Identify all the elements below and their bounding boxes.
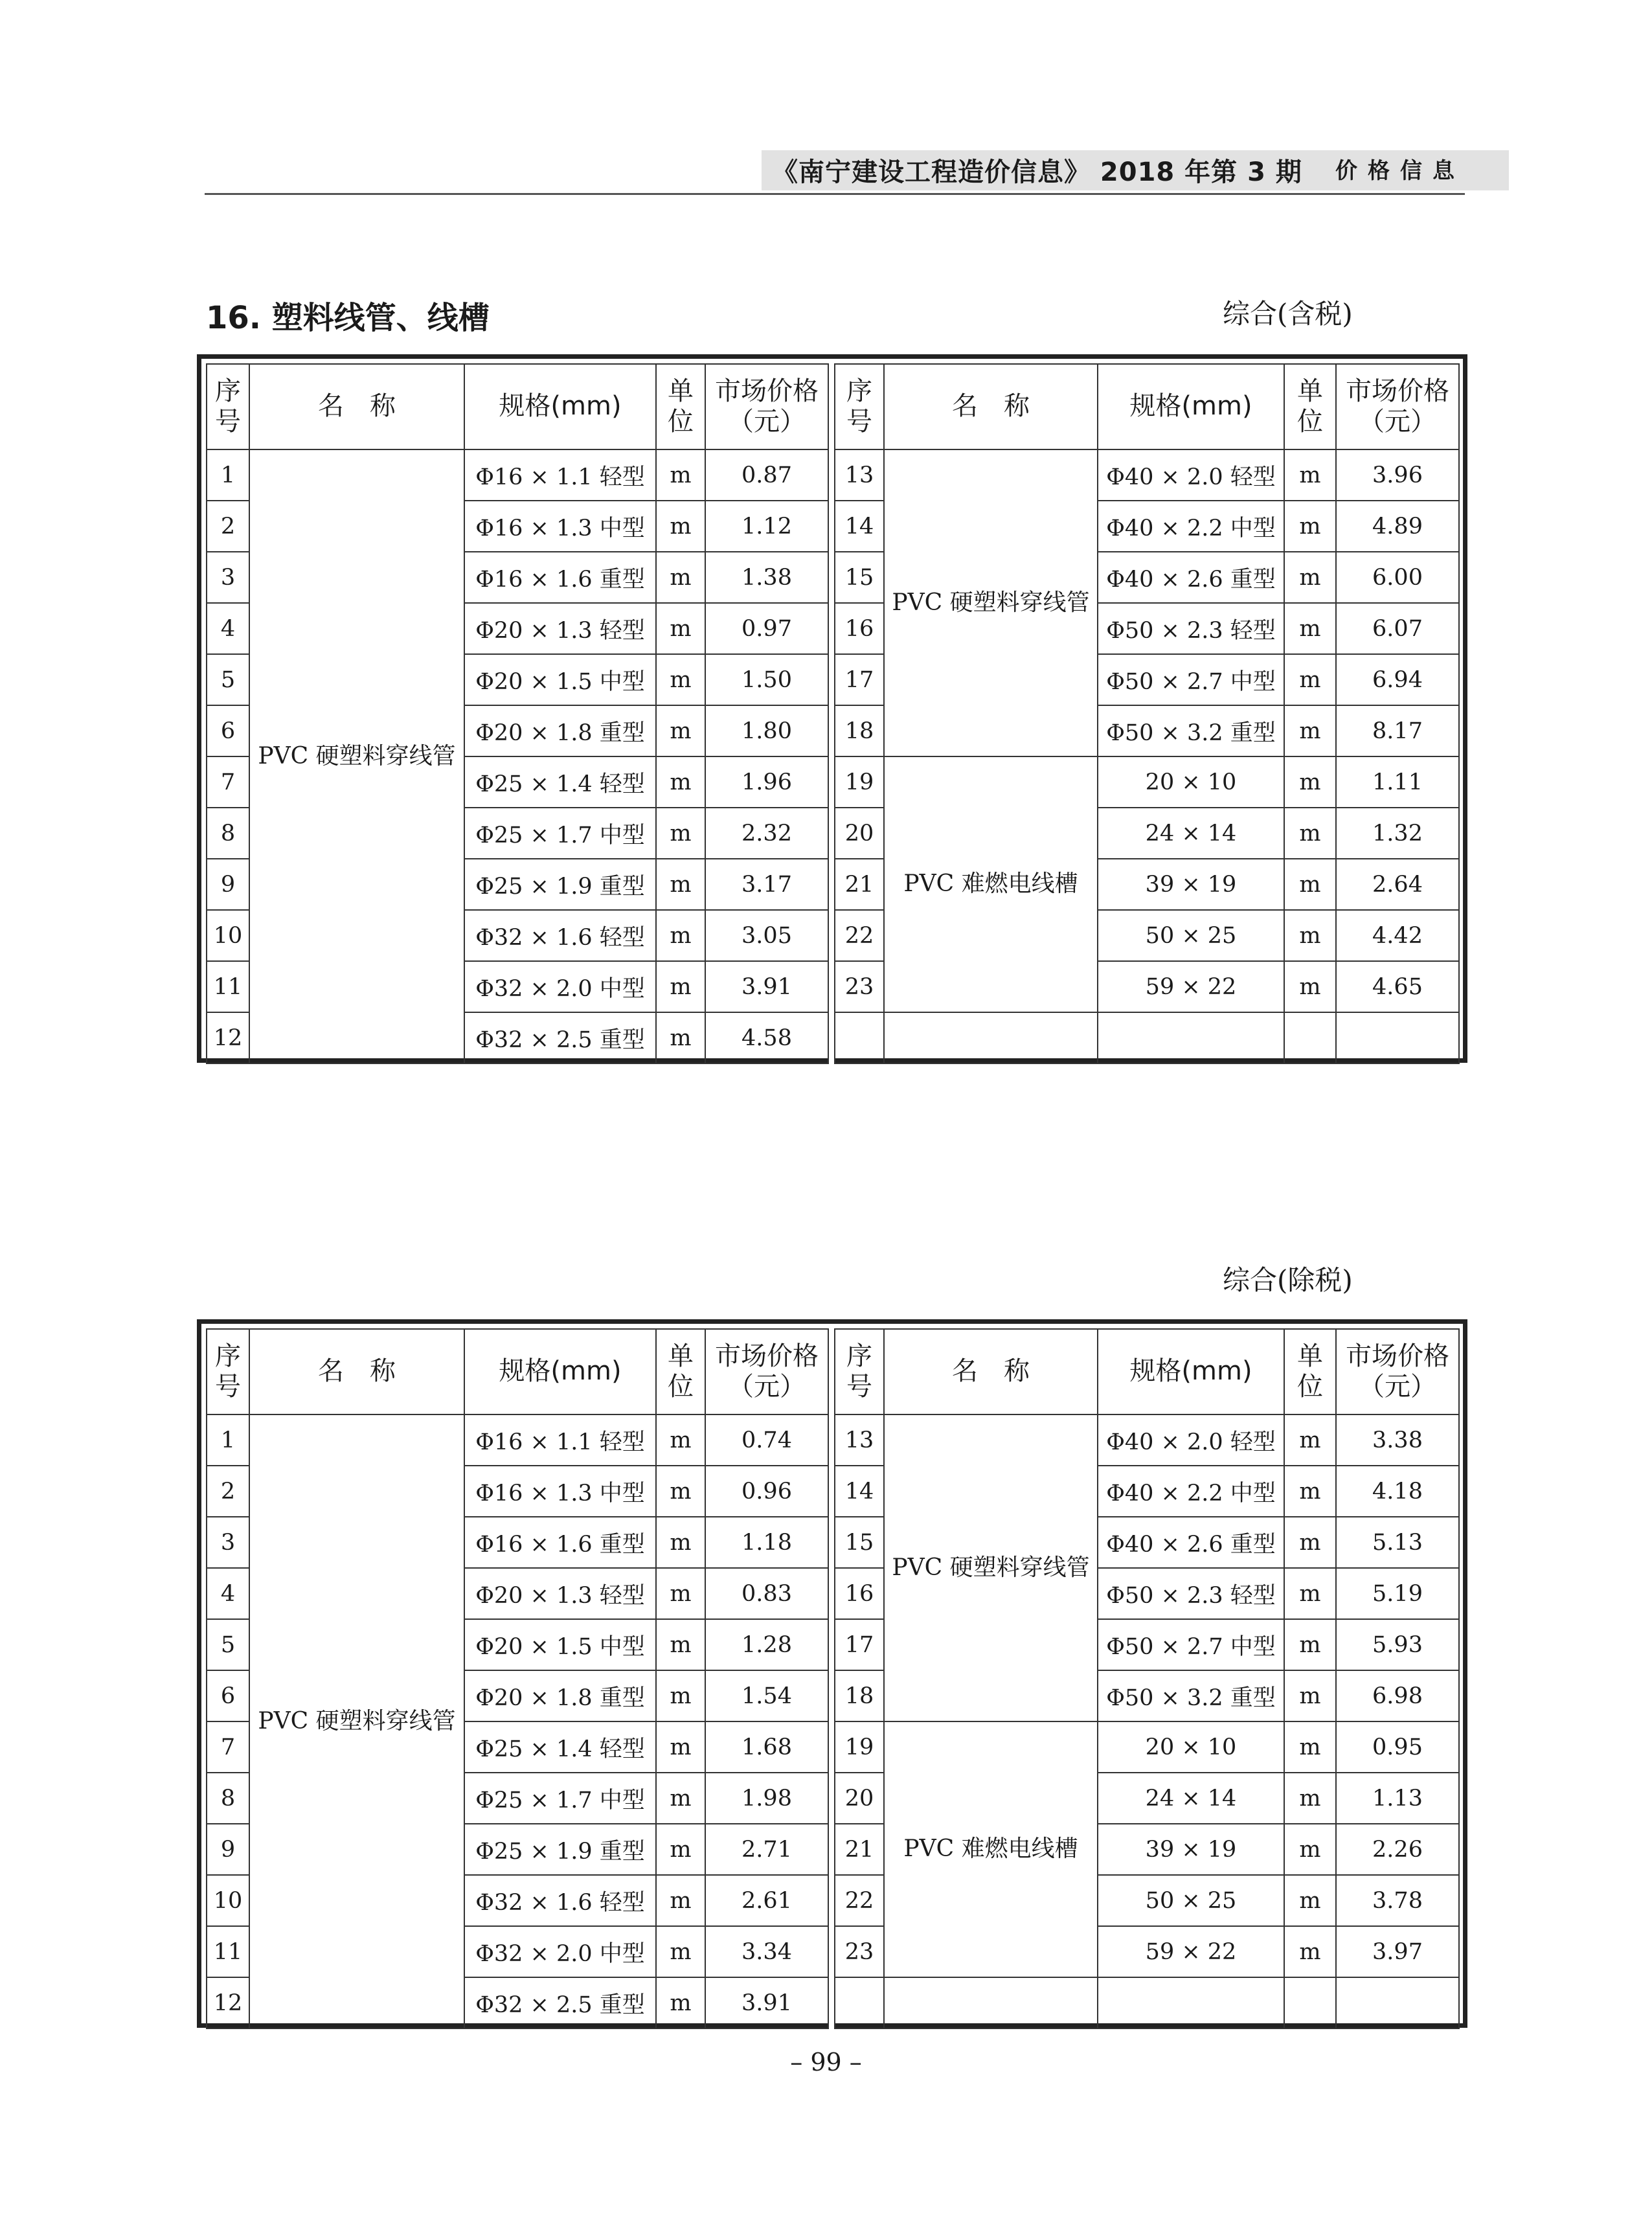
seq-cell: 1 [207,1414,249,1466]
spec-cell: Φ40 × 2.2 中型 [1098,501,1284,552]
price-cell: 1.38 [705,552,828,603]
seq-cell: 4 [207,1568,249,1619]
col-header-unit [656,1329,705,1414]
price-cell: 4.65 [1336,961,1459,1012]
column-gap [828,1466,835,1517]
column-gap [828,808,835,859]
unit-cell: m [1284,1773,1336,1824]
empty-cell [1284,1977,1336,2028]
unit-cell: m [1284,501,1336,552]
seq-cell: 19 [835,1721,884,1773]
col-header-spec [1098,1329,1284,1414]
unit-cell: m [656,1466,705,1517]
col-header-seq-text: 序号 [846,1341,872,1402]
seq-cell: 15 [835,552,884,603]
price-cell: 2.71 [705,1824,828,1875]
seq-cell: 15 [835,1517,884,1568]
table-label-tax-included: 综合(含税) [1223,298,1353,330]
col-header-price [705,1329,828,1414]
spec-cell: Φ16 × 1.3 中型 [464,501,656,552]
unit-cell: m [656,859,705,910]
column-gap [828,552,835,603]
spec-cell: Φ20 × 1.8 重型 [464,1670,656,1721]
seq-cell: 11 [207,961,249,1012]
spec-cell: Φ16 × 1.1 轻型 [464,449,656,501]
seq-cell: 20 [835,808,884,859]
col-header-unit-text: 单位 [1297,376,1323,437]
spec-cell: 20 × 10 [1098,756,1284,808]
unit-cell: m [656,1875,705,1926]
unit-cell: m [1284,1619,1336,1670]
price-cell: 3.34 [705,1926,828,1977]
spec-cell: 24 × 14 [1098,808,1284,859]
seq-cell: 8 [207,1773,249,1824]
empty-cell [1336,1977,1459,2028]
seq-cell: 21 [835,859,884,910]
seq-cell: 10 [207,910,249,961]
price-cell: 1.80 [705,705,828,756]
price-table-frame-tax-included [197,354,1467,1063]
col-header-price [1336,364,1459,449]
unit-cell: m [1284,603,1336,654]
seq-cell: 6 [207,1670,249,1721]
seq-cell: 3 [207,552,249,603]
unit-cell: m [656,961,705,1012]
spec-cell: 24 × 14 [1098,1773,1284,1824]
price-cell: 1.54 [705,1670,828,1721]
spec-cell: Φ20 × 1.3 轻型 [464,603,656,654]
seq-cell: 11 [207,1926,249,1977]
unit-cell: m [1284,1466,1336,1517]
col-header-seq [835,364,884,449]
empty-cell [1284,1012,1336,1063]
group-name-cell: PVC 难燃电线槽 [884,1721,1098,1977]
unit-cell: m [656,756,705,808]
column-gap [828,1012,835,1063]
column-gap [828,364,835,449]
seq-cell: 13 [835,449,884,501]
unit-cell: m [656,808,705,859]
price-cell: 1.18 [705,1517,828,1568]
seq-cell: 12 [207,1012,249,1063]
empty-cell [1336,1012,1459,1063]
unit-cell: m [656,910,705,961]
seq-cell: 21 [835,1824,884,1875]
unit-cell: m [1284,910,1336,961]
column-gap [828,705,835,756]
col-header-spec [464,364,656,449]
price-cell: 2.26 [1336,1824,1459,1875]
spec-cell: Φ20 × 1.5 中型 [464,1619,656,1670]
column-gap [828,449,835,501]
spec-cell: Φ32 × 2.5 重型 [464,1012,656,1063]
unit-cell: m [1284,1875,1336,1926]
empty-cell [1098,1977,1284,2028]
journal-title: 《南宁建设工程造价信息》 2018 年第 3 期 [772,157,1302,187]
seq-cell: 16 [835,603,884,654]
price-cell: 2.64 [1336,859,1459,910]
col-header-seq [835,1329,884,1414]
seq-cell: 17 [835,654,884,705]
price-cell: 0.87 [705,449,828,501]
price-cell: 1.28 [705,1619,828,1670]
page-number: – 99 – [790,2048,862,2076]
seq-cell: 17 [835,1619,884,1670]
column-gap [828,603,835,654]
col-header-price-text: 市场价格（元） [1346,376,1449,437]
price-cell: 1.12 [705,501,828,552]
spec-cell: Φ50 × 3.2 重型 [1098,1670,1284,1721]
price-cell: 1.68 [705,1721,828,1773]
unit-cell: m [1284,654,1336,705]
spec-cell: Φ40 × 2.6 重型 [1098,1517,1284,1568]
unit-cell: m [656,705,705,756]
spec-cell: Φ32 × 2.0 中型 [464,961,656,1012]
table-header-row [207,364,1459,449]
unit-cell: m [656,1721,705,1773]
spec-cell: Φ50 × 3.2 重型 [1098,705,1284,756]
spec-cell: Φ20 × 1.3 轻型 [464,1568,656,1619]
seq-cell: 4 [207,603,249,654]
spec-cell: Φ25 × 1.7 中型 [464,808,656,859]
price-cell: 1.13 [1336,1773,1459,1824]
spec-cell: Φ50 × 2.3 轻型 [1098,603,1284,654]
seq-cell: 7 [207,1721,249,1773]
spec-cell: Φ25 × 1.4 轻型 [464,756,656,808]
price-cell: 0.96 [705,1466,828,1517]
col-header-spec-text: 规格(mm) [499,1356,622,1387]
unit-cell: m [656,501,705,552]
empty-cell [884,1012,1098,1063]
spec-cell: Φ50 × 2.7 中型 [1098,654,1284,705]
seq-cell: 7 [207,756,249,808]
seq-cell: 6 [207,705,249,756]
seq-cell: 23 [835,1926,884,1977]
spec-cell: Φ20 × 1.5 中型 [464,654,656,705]
table-body [207,1414,1459,2028]
spec-cell: Φ32 × 1.6 轻型 [464,1875,656,1926]
unit-cell: m [656,449,705,501]
seq-cell: 18 [835,705,884,756]
spec-cell: Φ25 × 1.7 中型 [464,1773,656,1824]
spec-cell: 59 × 22 [1098,1926,1284,1977]
price-cell: 4.18 [1336,1466,1459,1517]
spec-cell: Φ32 × 2.5 重型 [464,1977,656,2028]
group-name-cell: PVC 硬塑料穿线管 [249,1414,464,2028]
group-name-cell: PVC 硬塑料穿线管 [884,449,1098,756]
price-cell: 0.97 [705,603,828,654]
spec-cell: Φ20 × 1.8 重型 [464,705,656,756]
unit-cell: m [656,552,705,603]
price-cell: 1.32 [1336,808,1459,859]
price-cell: 5.13 [1336,1517,1459,1568]
spec-cell: Φ16 × 1.6 重型 [464,552,656,603]
unit-cell: m [656,1670,705,1721]
col-header-name [884,364,1098,449]
column-gap [828,1773,835,1824]
unit-cell: m [656,1977,705,2028]
price-cell: 2.61 [705,1875,828,1926]
column-gap [828,910,835,961]
seq-cell: 9 [207,859,249,910]
unit-cell: m [656,1773,705,1824]
spec-cell: Φ16 × 1.1 轻型 [464,1414,656,1466]
column-gap [828,501,835,552]
unit-cell: m [1284,1926,1336,1977]
price-cell: 5.93 [1336,1619,1459,1670]
unit-cell: m [656,654,705,705]
unit-cell: m [656,1012,705,1063]
unit-cell: m [1284,552,1336,603]
col-header-seq [207,1329,249,1414]
seq-cell: 14 [835,1466,884,1517]
spec-cell: Φ40 × 2.0 轻型 [1098,1414,1284,1466]
col-header-unit-text: 单位 [668,376,694,437]
column-gap [828,654,835,705]
column-gap [828,1568,835,1619]
unit-cell: m [1284,1824,1336,1875]
seq-cell: 19 [835,756,884,808]
price-cell: 6.07 [1336,603,1459,654]
seq-cell: 9 [207,1824,249,1875]
spec-cell: 59 × 22 [1098,961,1284,1012]
price-cell: 1.11 [1336,756,1459,808]
price-cell: 3.17 [705,859,828,910]
unit-cell: m [656,1568,705,1619]
unit-cell: m [1284,1414,1336,1466]
col-header-spec [464,1329,656,1414]
unit-cell: m [656,1619,705,1670]
seq-cell: 22 [835,910,884,961]
unit-cell: m [1284,961,1336,1012]
unit-cell: m [1284,859,1336,910]
unit-cell: m [656,603,705,654]
seq-cell: 16 [835,1568,884,1619]
price-cell: 8.17 [1336,705,1459,756]
price-table-tax-included [206,363,1460,1064]
col-header-unit [1284,1329,1336,1414]
price-cell: 3.96 [1336,449,1459,501]
price-cell: 6.94 [1336,654,1459,705]
col-header-name-text: 名 称 [318,391,396,422]
col-header-price-text: 市场价格（元） [1346,1341,1449,1402]
unit-cell: m [1284,449,1336,501]
group-name-cell: PVC 硬塑料穿线管 [249,449,464,1063]
price-cell: 3.38 [1336,1414,1459,1466]
price-cell: 5.19 [1336,1568,1459,1619]
col-header-spec-text: 规格(mm) [1129,391,1252,422]
price-cell: 1.50 [705,654,828,705]
col-header-seq [207,364,249,449]
column-gap [828,859,835,910]
col-header-spec-text: 规格(mm) [1129,1356,1252,1387]
empty-cell [1098,1012,1284,1063]
col-header-unit [656,364,705,449]
price-cell: 6.00 [1336,552,1459,603]
col-header-price-text: 市场价格（元） [715,1341,819,1402]
seq-cell: 13 [835,1414,884,1466]
col-header-name [884,1329,1098,1414]
spec-cell: Φ25 × 1.9 重型 [464,859,656,910]
spec-cell: Φ25 × 1.4 轻型 [464,1721,656,1773]
spec-cell: Φ40 × 2.0 轻型 [1098,449,1284,501]
column-gap [828,1721,835,1773]
seq-cell: 22 [835,1875,884,1926]
group-name-cell: PVC 硬塑料穿线管 [884,1414,1098,1721]
group-name-cell: PVC 难燃电线槽 [884,756,1098,1012]
empty-cell [884,1977,1098,2028]
column-gap [828,1824,835,1875]
spec-cell: Φ50 × 2.3 轻型 [1098,1568,1284,1619]
price-cell: 3.78 [1336,1875,1459,1926]
price-cell: 6.98 [1336,1670,1459,1721]
unit-cell: m [1284,756,1336,808]
unit-cell: m [1284,1670,1336,1721]
unit-cell: m [656,1414,705,1466]
spec-cell: Φ40 × 2.6 重型 [1098,552,1284,603]
unit-cell: m [1284,808,1336,859]
spec-cell: Φ32 × 1.6 轻型 [464,910,656,961]
column-gap [828,1517,835,1568]
col-header-name [249,364,464,449]
price-cell: 4.58 [705,1012,828,1063]
col-header-name [249,1329,464,1414]
column-gap [828,1977,835,2028]
spec-cell: 50 × 25 [1098,1875,1284,1926]
price-cell: 3.05 [705,910,828,961]
spec-cell: 20 × 10 [1098,1721,1284,1773]
price-cell: 3.97 [1336,1926,1459,1977]
seq-cell: 2 [207,501,249,552]
table-row [207,1414,1459,1466]
col-header-name-text: 名 称 [952,1356,1030,1387]
seq-cell: 18 [835,1670,884,1721]
col-header-spec-text: 规格(mm) [499,391,622,422]
col-header-unit-text: 单位 [1297,1341,1323,1402]
seq-cell: 23 [835,961,884,1012]
column-gap [828,1329,835,1414]
col-header-unit-text: 单位 [668,1341,694,1402]
price-cell: 3.91 [705,1977,828,2028]
column-gap [828,1414,835,1466]
seq-cell: 14 [835,501,884,552]
col-header-seq-text: 序号 [215,376,241,437]
table-header-row [207,1329,1459,1414]
seq-cell: 20 [835,1773,884,1824]
price-cell: 0.74 [705,1414,828,1466]
price-cell: 4.42 [1336,910,1459,961]
col-header-price [1336,1329,1459,1414]
price-table-tax-excluded [206,1328,1460,2029]
section-title: 16. 塑料线管、线槽 [206,300,490,336]
seq-cell: 5 [207,1619,249,1670]
section-name: 价格信息 [1335,158,1465,184]
unit-cell: m [1284,705,1336,756]
col-header-price [705,364,828,449]
price-cell: 3.91 [705,961,828,1012]
unit-cell: m [656,1824,705,1875]
price-cell: 4.89 [1336,501,1459,552]
column-gap [828,1875,835,1926]
price-cell: 2.32 [705,808,828,859]
price-table-frame-tax-excluded [197,1319,1467,2028]
spec-cell: 39 × 19 [1098,1824,1284,1875]
col-header-name-text: 名 称 [952,391,1030,422]
col-header-price-text: 市场价格（元） [715,376,819,437]
unit-cell: m [1284,1721,1336,1773]
table-row [207,449,1459,501]
spec-cell: Φ16 × 1.3 中型 [464,1466,656,1517]
column-gap [828,1670,835,1721]
col-header-seq-text: 序号 [215,1341,241,1402]
col-header-unit [1284,364,1336,449]
price-cell: 0.83 [705,1568,828,1619]
empty-cell [835,1977,884,2028]
spec-cell: Φ40 × 2.2 中型 [1098,1466,1284,1517]
seq-cell: 2 [207,1466,249,1517]
spec-cell: Φ50 × 2.7 中型 [1098,1619,1284,1670]
price-cell: 0.95 [1336,1721,1459,1773]
column-gap [828,756,835,808]
price-cell: 1.96 [705,756,828,808]
seq-cell: 8 [207,808,249,859]
empty-cell [835,1012,884,1063]
seq-cell: 1 [207,449,249,501]
column-gap [828,1619,835,1670]
column-gap [828,1926,835,1977]
spec-cell: 39 × 19 [1098,859,1284,910]
column-gap [828,961,835,1012]
spec-cell: Φ25 × 1.9 重型 [464,1824,656,1875]
unit-cell: m [656,1926,705,1977]
price-cell: 1.98 [705,1773,828,1824]
table-body [207,449,1459,1063]
spec-cell: Φ32 × 2.0 中型 [464,1926,656,1977]
table-label-tax-excluded: 综合(除税) [1223,1264,1353,1296]
running-header [205,146,1465,195]
spec-cell: 50 × 25 [1098,910,1284,961]
seq-cell: 3 [207,1517,249,1568]
col-header-name-text: 名 称 [318,1356,396,1387]
unit-cell: m [656,1517,705,1568]
spec-cell: Φ16 × 1.6 重型 [464,1517,656,1568]
unit-cell: m [1284,1568,1336,1619]
col-header-seq-text: 序号 [846,376,872,437]
seq-cell: 10 [207,1875,249,1926]
seq-cell: 12 [207,1977,249,2028]
unit-cell: m [1284,1517,1336,1568]
seq-cell: 5 [207,654,249,705]
col-header-spec [1098,364,1284,449]
